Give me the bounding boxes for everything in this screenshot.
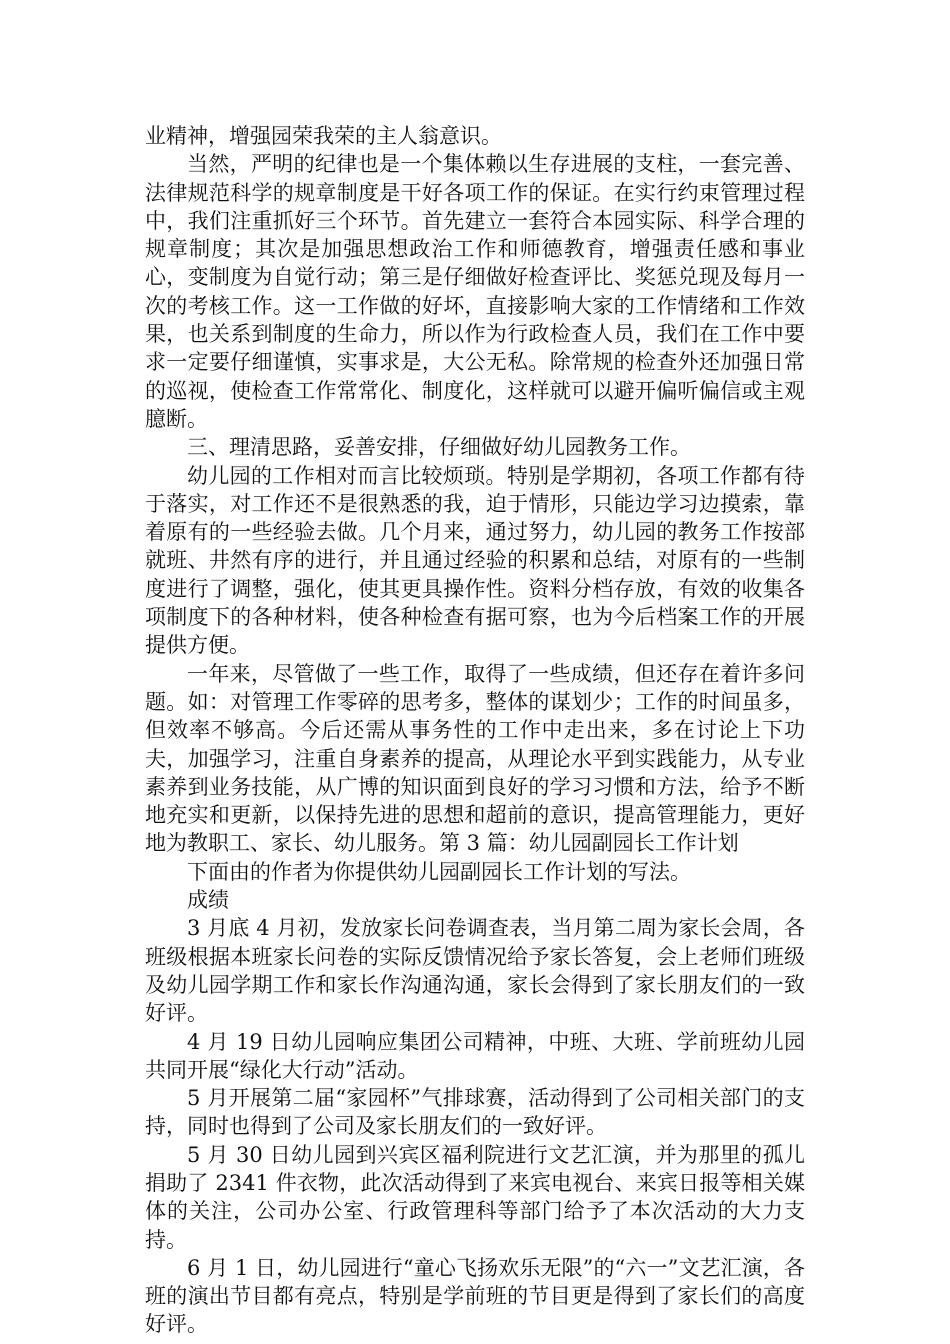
paragraph-8: 3 月底 4 月初，发放家长问卷调查表，当月第二周为家长会周，各班级根据本班家长问卷的实际反馈情况给予家长答复，会上老师们班级及幼儿园学期工作和家长作沟通沟通，家长会得到了家长朋友们的一致好评。 — [145, 916, 805, 1026]
paragraph-2: 当然，严明的纪律也是一个集体赖以生存进展的支柱，一套完善、法律规范科学的规章制度是干好各项工作的保证。在实行约束管理过程中，我们注重抓好三个环节。首先建立一套符合本园实际、科学合理的规章制度；其次是加强思想政治工作和师德教育，增强责任感和事业心，变制度为自觉行动；第三是仔细做好检查评比、奖惩兑现及每月一次的考核工作。这一工作做的好坏，直接影响大家的工作情绪和工作效果，也关系到制度的生命力，所以作为行政检查人员，我们在工作中要求一定要仔细谨慎，实事求是，大公无私。除常规的检查外还加强日常的巡视，使检查工作常常化、制度化，这样就可以避开偏听偏信或主观臆断。 — [145, 152, 805, 431]
paragraph-7: 成绩 — [187, 888, 229, 913]
paragraph-5: 一年来，尽管做了一些工作，取得了一些成绩，但还存在着许多问题。如：对管理工作零碎的思考多，整体的谋划少；工作的时间虽多，但效率不够高。今后还需从事务性的工作中走出来，多在讨论上下功夫，加强学习，注重自身素养的提高，从理论水平到实践能力，从专业素养到业务技能，从广博的知识面到良好的学习习惯和方法，给予不断地充实和更新，以保持先进的思想和超前的意识，提高管理能力，更好地为教职工、家长、幼儿服务。第 3 篇：幼儿园副园长工作计划 — [145, 661, 805, 856]
paragraph-3-heading: 三、理清思路，妥善安排，仔细做好幼儿园教务工作。 — [187, 435, 691, 460]
paragraph-10: 5 月开展第二届“家园杯”气排球赛，活动得到了公司相关部门的支持，同时也得到了公司及家长朋友们的一致好评。 — [145, 1086, 805, 1139]
paragraph-9: 4 月 19 日幼儿园响应集团公司精神，中班、大班、学前班幼儿园共同开展“绿化大行动”活动。 — [145, 1029, 805, 1082]
paragraph-6: 下面由的作者为你提供幼儿园副园长工作计划的写法。 — [187, 859, 691, 884]
paragraph-1: 业精神，增强园荣我荣的主人翁意识。 — [145, 124, 502, 148]
paragraph-11: 5 月 30 日幼儿园到兴宾区福利院进行文艺汇演，并为那里的孤儿捐助了 2341 件衣物，此次活动得到了来宾电视台、来宾日报等相关媒体的关注，公司办公室、行政管理科等部门给予了本次活动的大力支持。 — [145, 1142, 805, 1252]
document-body — [145, 122, 805, 1339]
paragraph-12: 6 月 1 日，幼儿园进行“童心飞扬欢乐无限”的“六一”文艺汇演，各班的演出节目都有亮点，特别是学前班的节目更是得到了家长们的高度好评。 — [145, 1255, 805, 1337]
paragraph-4: 幼儿园的工作相对而言比较烦琐。特别是学期初，各项工作都有待于落实，对工作还不是很熟悉的我，迫于情形，只能边学习边摸索，靠着原有的一些经验去做。几个月来，通过努力，幼儿园的教务工作按部就班、井然有序的进行，并且通过经验的积累和总结，对原有的一些制度进行了调整，强化，使其更具操作性。资料分档存放，有效的收集各项制度下的各种材料，使各种检查有据可察，也为今后档案工作的开展提供方便。 — [145, 463, 805, 658]
